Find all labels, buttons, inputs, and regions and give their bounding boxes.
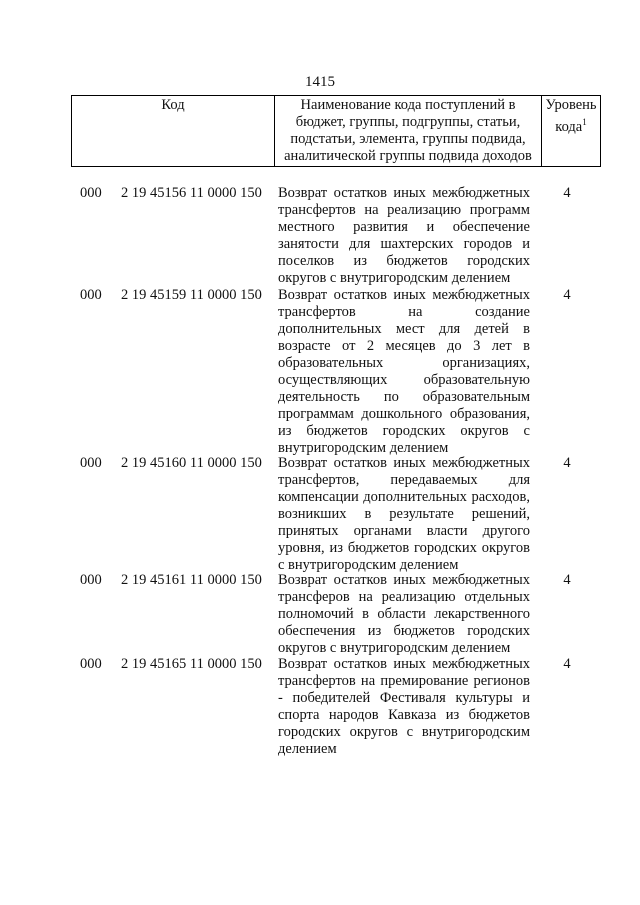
row-income-code: 2 19 45160 11 0000 150 (121, 455, 262, 471)
row-admin-code: 000 (80, 656, 102, 672)
row-income-code: 2 19 45161 11 0000 150 (121, 572, 262, 588)
row-income-name: Возврат остатков иных межбюджетных трансфертов на реализацию программ местного развития и обеспечение занятости для шахтерских городов и поселков из бюджетов городских округов с внутригородским делением (278, 185, 530, 286)
header-name: Наименование кода поступлений в бюджет, группы, подгруппы, статьи, подстатьи, элемента, группы подвида, аналитической группы подвида доходов (275, 96, 542, 167)
row-admin-code: 000 (80, 455, 102, 471)
table-header (71, 95, 601, 167)
row-code-level: 4 (563, 185, 571, 201)
row-code-level: 4 (563, 572, 571, 588)
row-code-level: 4 (563, 287, 571, 303)
row-income-code: 2 19 45159 11 0000 150 (121, 287, 262, 303)
row-code-level: 4 (563, 656, 571, 672)
row-income-code: 2 19 45156 11 0000 150 (121, 185, 262, 201)
page-number: 1415 (305, 74, 335, 90)
row-admin-code: 000 (80, 185, 102, 201)
row-admin-code: 000 (80, 287, 102, 303)
header-code: Код (72, 96, 275, 167)
header-level: Уровень кода (545, 97, 597, 135)
row-income-code: 2 19 45165 11 0000 150 (121, 656, 262, 672)
header-level-footnote: 1 (582, 117, 587, 127)
row-income-name: Возврат остатков иных межбюджетных трансфертов на премирование регионов - победителей Фестиваля культуры и спорта народов Кавказа из бюджетов городских округов с внутригородским делением (278, 656, 530, 757)
row-income-name: Возврат остатков иных межбюджетных трансфертов, передаваемых для компенсации дополнительных расходов, возникших в результате решений, принятых органами власти другого уровня, из бюджетов городских округов с внутригородским делением (278, 455, 530, 573)
row-income-name: Возврат остатков иных межбюджетных трансферов на реализацию отдельных полномочий в области лекарственного обеспечения из бюджетов городских округов с внутригородским делением (278, 572, 530, 656)
row-admin-code: 000 (80, 572, 102, 588)
header-level-cell (542, 96, 601, 167)
row-code-level: 4 (563, 455, 571, 471)
row-income-name: Возврат остатков иных межбюджетных трансфертов на создание дополнительных мест для детей в возрасте от 2 месяцев до 3 лет в образовательных организациях, осуществляющих образовательную деятельность по образовательным программам дошкольного образования, из бюджетов городских округов с внутригородским делением (278, 287, 530, 456)
